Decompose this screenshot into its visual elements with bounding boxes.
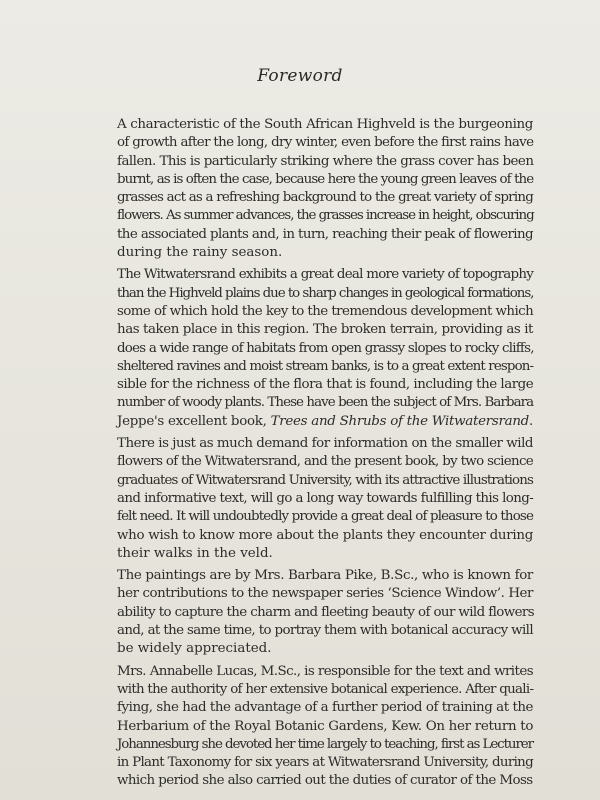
text-line: and informative text, will go a long way towards fulfilling this long- bbox=[117, 490, 534, 506]
text-line: Johannesburg she devoted her time largely to teaching, first as Lecturer bbox=[117, 736, 533, 752]
text-line: fying, she had the advantage of a further period of training at the bbox=[117, 700, 534, 716]
text-line: than the Highveld plains due to sharp changes in geological formations, bbox=[117, 285, 534, 301]
text-line: number of woody plants. These have been the subject of Mrs. Barbara bbox=[117, 395, 534, 411]
text-line: The Witwatersrand exhibits a great deal more variety of topography bbox=[117, 267, 534, 283]
page-title: Foreword bbox=[257, 66, 343, 86]
text-line: ability to capture the charm and fleeting beauty of our wild flowers bbox=[117, 604, 534, 620]
foreword-body bbox=[117, 116, 533, 795]
paragraph bbox=[117, 435, 533, 563]
text-line: and, at the same time, to portray them with botanical accuracy will bbox=[117, 623, 533, 639]
paragraph bbox=[117, 116, 533, 262]
paragraph bbox=[117, 266, 533, 431]
text-line: Herbarium of the Royal Botanic Gardens, Kew. On her return to bbox=[117, 718, 534, 734]
text-line: the associated plants and, in turn, reaching their peak of flowering bbox=[117, 226, 533, 242]
text-line: has taken place in this region. The broken terrain, providing as it bbox=[117, 322, 533, 338]
text-line: in Plant Taxonomy for six years at Witwatersrand University, during bbox=[117, 755, 533, 771]
text-line: flowers. As summer advances, the grasses increase in height, obscuring bbox=[117, 208, 534, 224]
text-line: of growth after the long, dry winter, even before the first rains have bbox=[117, 135, 534, 151]
book-title-italic: Trees and Shrubs of the Witwatersrand bbox=[270, 413, 529, 429]
text-line: some of which hold the key to the tremendous development which bbox=[117, 303, 534, 319]
text-line: be widely appreciated. bbox=[117, 641, 272, 657]
text-line: sible for the richness of the flora that is found, including the large bbox=[117, 377, 534, 393]
text-line: felt need. It will undoubtedly provide a great deal of pleasure to those bbox=[117, 509, 534, 525]
text-line: who wish to know more about the plants they encounter during bbox=[117, 527, 533, 543]
text-line: fallen. This is particularly striking where the grass cover has been bbox=[117, 153, 534, 169]
text-line bbox=[117, 413, 533, 431]
text-line: The paintings are by Mrs. Barbara Pike, B.Sc., who is known for bbox=[117, 568, 533, 584]
text-line: Mrs. Annabelle Lucas, M.Sc., is responsible for the text and writes bbox=[117, 663, 533, 679]
text-line: grasses act as a refreshing background to the great variety of spring bbox=[117, 190, 533, 206]
text-line: flowers of the Witwatersrand, and the present book, by two science bbox=[117, 454, 534, 470]
text-fragment: . bbox=[528, 413, 533, 429]
text-line: sheltered ravines and moist stream banks, is to a great extent respon- bbox=[117, 358, 534, 374]
paragraph bbox=[117, 567, 533, 658]
text-line: during the rainy season. bbox=[117, 245, 283, 261]
text-line: graduates of Witwatersrand University, with its attractive illustrations bbox=[117, 472, 533, 488]
text-line: burnt, as is often the case, because here the young green leaves of the bbox=[117, 171, 534, 187]
text-line: with the authority of her extensive botanical experience. After quali- bbox=[117, 681, 534, 697]
text-line: which period she also carried out the duties of curator of the Moss bbox=[117, 773, 533, 789]
text-line: A characteristic of the South African Highveld is the burgeoning bbox=[117, 117, 533, 132]
text-line: does a wide range of habitats from open grassy slopes to rocky cliffs, bbox=[117, 340, 534, 356]
text-line: their walks in the veld. bbox=[117, 545, 273, 561]
paragraph bbox=[117, 663, 533, 791]
text-line: There is just as much demand for information on the smaller wild bbox=[117, 436, 533, 452]
text-fragment: Jeppe's excellent book, bbox=[117, 413, 271, 429]
text-line: her contributions to the newspaper series ‘Science Window’. Her bbox=[117, 586, 533, 602]
